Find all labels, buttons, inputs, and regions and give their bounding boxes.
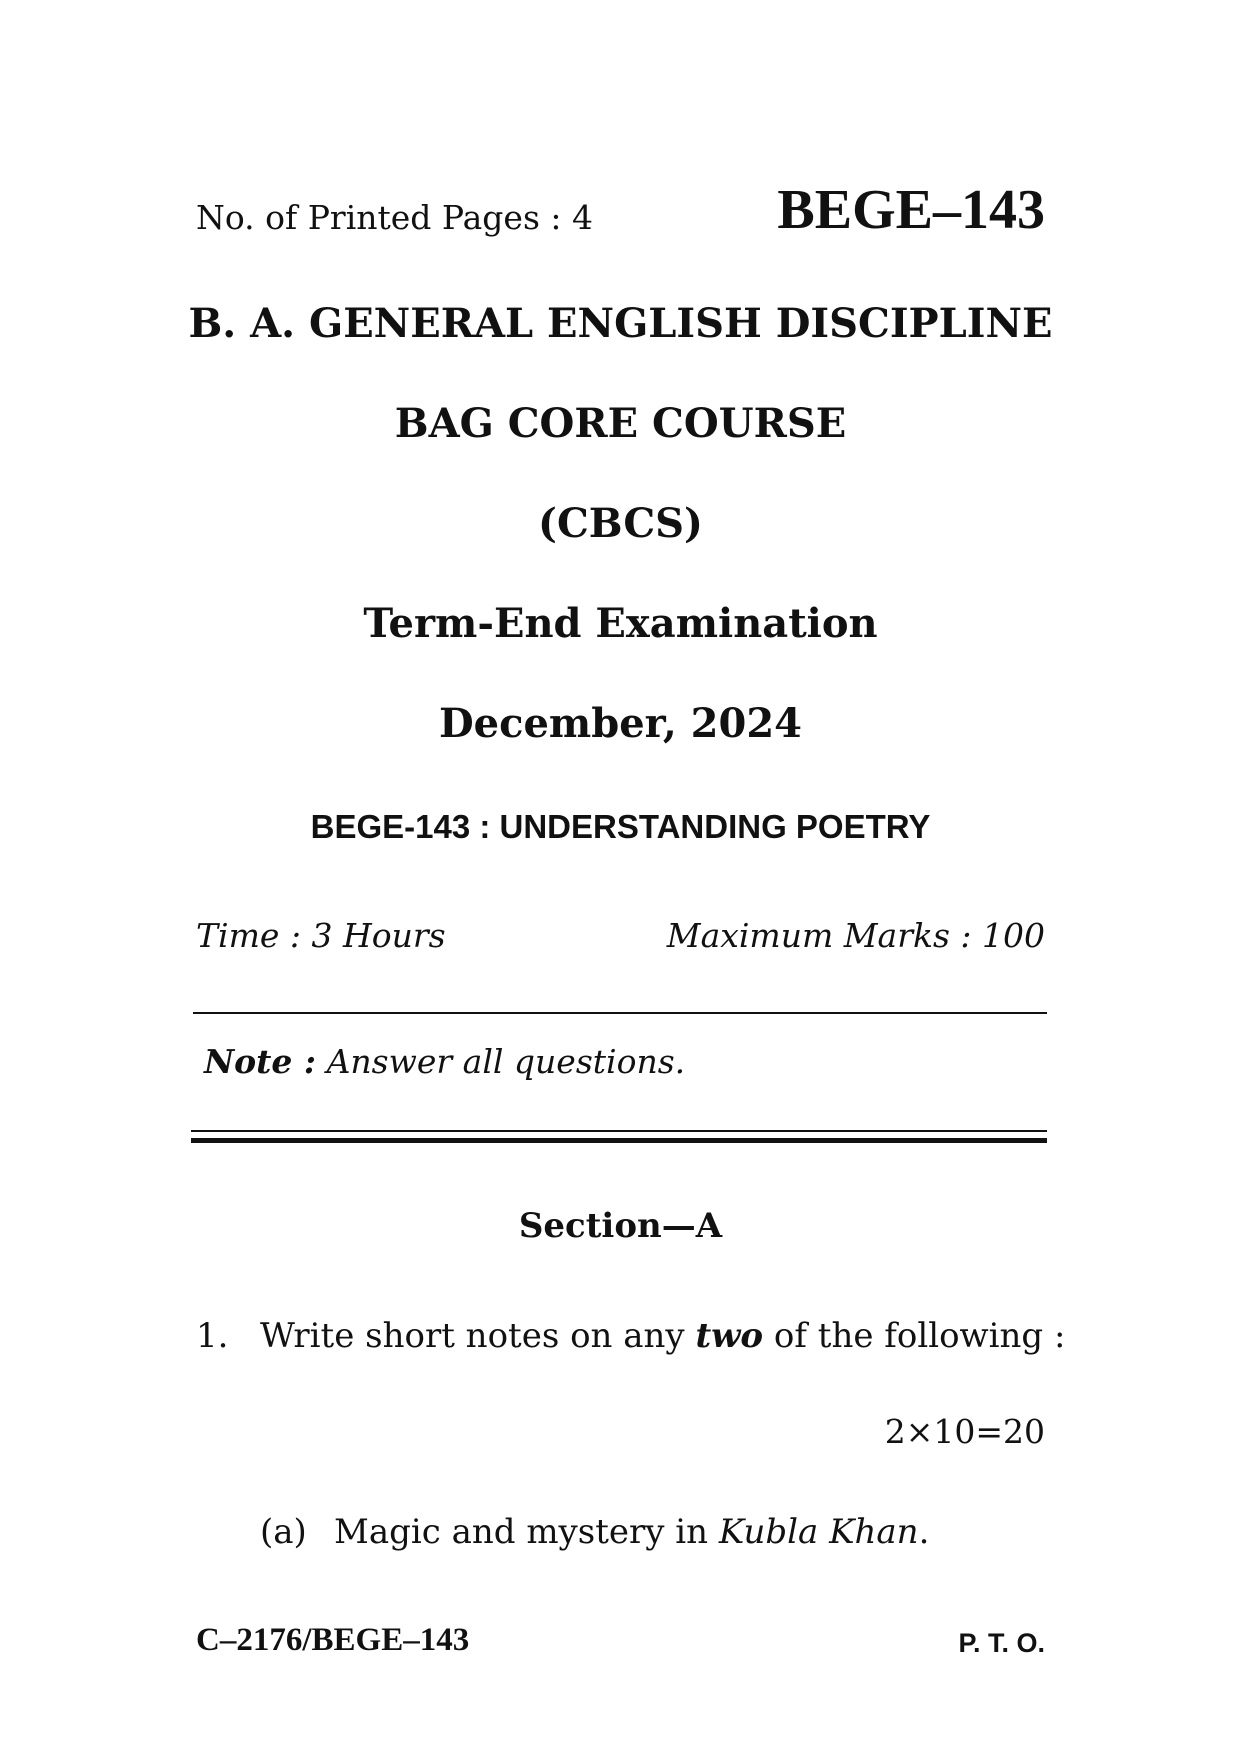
course-title: BAG CORE COURSE (394, 400, 847, 447)
question-number: 1. (196, 1316, 229, 1356)
top-divider (193, 1012, 1047, 1014)
note (204, 1042, 685, 1081)
question-emphasis: two (695, 1316, 764, 1356)
exam-title: Term-End Examination (363, 600, 878, 647)
question-text-before: Write short notes on any (260, 1316, 696, 1356)
part-text-after: . (918, 1512, 930, 1552)
question-marks: 2×10=20 (884, 1412, 1045, 1451)
question-text (260, 1316, 1065, 1356)
footer-code: C–2176/BEGE–143 (196, 1622, 470, 1658)
subject-title: BEGE-143 : UNDERSTANDING POETRY (310, 808, 931, 845)
part-text (334, 1512, 929, 1552)
programme-title: B. A. GENERAL ENGLISH DISCIPLINE (188, 300, 1053, 347)
session-title: December, 2024 (438, 700, 803, 747)
question-text-after: of the following : (763, 1316, 1066, 1356)
part-text-before: Magic and mystery in (334, 1512, 719, 1552)
note-text: Answer all questions. (326, 1042, 686, 1081)
maximum-marks: Maximum Marks : 100 (666, 916, 1045, 955)
scheme-title: (CBCS) (538, 500, 703, 547)
note-label: Note : (204, 1042, 317, 1081)
printed-pages: No. of Printed Pages : 4 (196, 198, 593, 237)
exam-time: Time : 3 Hours (196, 916, 446, 955)
course-code: BEGE–143 (777, 179, 1045, 241)
part-label: (a) (260, 1512, 307, 1552)
poem-title: Kubla Khan (718, 1512, 919, 1552)
section-heading: Section—A (518, 1206, 723, 1246)
double-divider-thick (191, 1138, 1047, 1143)
double-divider-thin (191, 1130, 1047, 1132)
please-turn-over: P. T. O. (958, 1628, 1045, 1658)
